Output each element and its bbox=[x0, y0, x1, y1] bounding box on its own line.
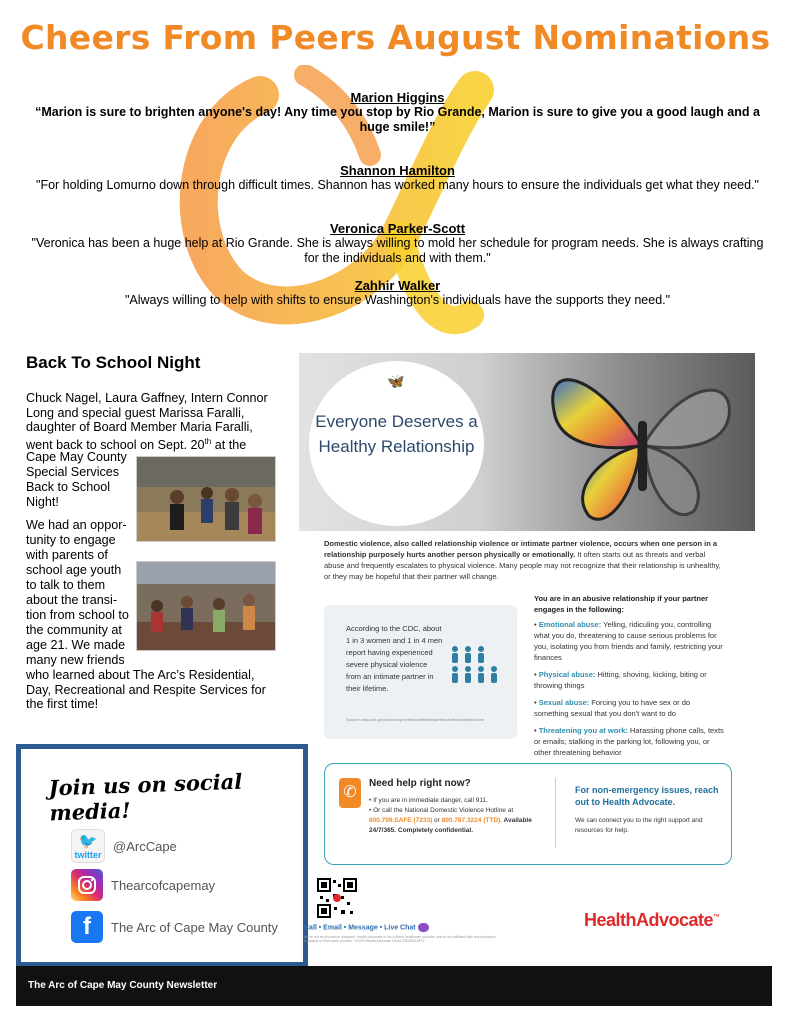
article-paragraph: Chuck Nagel, Laura Gaffney, Intern Connor Long and special guest Marissa Faralli, daughter of Board Member Maria Faralli, went back to school on Sept. 20th at the bbox=[26, 391, 268, 452]
event-photo-2 bbox=[136, 561, 276, 651]
social-item-instagram[interactable] bbox=[71, 869, 215, 901]
article-line: tion from school to bbox=[26, 608, 129, 622]
cdc-text: According to the CDC, about 1 in 3 women and 1 in 4 men report having experienced severe physical violence from an intimate partner in their lifetime. bbox=[346, 624, 443, 693]
social-label: @ArcCape bbox=[113, 838, 177, 854]
article-line: We had an oppor- bbox=[26, 518, 127, 532]
qr-code-icon bbox=[317, 878, 357, 918]
abuse-item: • Physical abuse: Hitting, shoving, kicking, biting or throwing things bbox=[534, 670, 707, 690]
instagram-icon bbox=[71, 869, 103, 901]
health-flyer bbox=[299, 353, 755, 953]
flyer-title: Everyone Deserves a Healthy Relationship bbox=[315, 412, 478, 456]
article-line: age 21. We made bbox=[26, 638, 126, 652]
abuse-list bbox=[534, 619, 724, 758]
article-line: many new friends bbox=[26, 653, 125, 667]
article-line: tunity to engage bbox=[26, 533, 116, 547]
abuse-item: • Sexual abuse: Forcing you to have sex or do something sexual that you don't want to do bbox=[534, 698, 691, 718]
facebook-icon: f bbox=[71, 911, 103, 943]
chat-icon bbox=[418, 923, 429, 932]
cdc-source: Source: www.cdc.gov/violenceprevention/intimatepartnerviolence/fastfact.html bbox=[346, 717, 484, 722]
flyer-intro: Domestic violence, also called relationship violence or intimate partner violence, occurs when one person in a relationship purposely hurts another person physically or emotionally. It often starts out as threats and verbal abuse and frequently escalates to physical violence. Many people may not recognize that their relationship is unhealthy, or they may be hopeful that their partner will change. bbox=[324, 539, 721, 581]
social-item-facebook[interactable] bbox=[71, 911, 278, 943]
twitter-icon: 🐦 twitter bbox=[71, 829, 105, 863]
article-line: Night! bbox=[26, 495, 59, 509]
cdc-stat-box bbox=[324, 605, 517, 739]
help-box bbox=[324, 763, 732, 865]
nomination-quote: "For holding Lomurno down through difficult times. Shannon has worked many hours to ensure the individuals get what they need." bbox=[36, 178, 759, 192]
nonemergency-text: We can connect you to the right support and resources for help. bbox=[575, 817, 703, 834]
nomination-4 bbox=[30, 278, 765, 308]
butterfly-icon bbox=[534, 361, 749, 526]
article-line: Special Services bbox=[26, 465, 120, 479]
social-item-twitter[interactable] bbox=[71, 829, 177, 863]
nomination-3 bbox=[30, 221, 765, 266]
fine-print: We're not an insurance company. Health Advocate is not a direct healthcare provider, and is not affiliated with any insurance company or third party provider. ©2023 Health Advocate HA-M-2303004-8FLY bbox=[304, 935, 496, 943]
social-label: The Arc of Cape May County bbox=[111, 919, 278, 935]
section-heading: Back To School Night bbox=[26, 353, 201, 372]
article-paragraph: who learned about The Arc’s Residential, Day, Recreational and Respite Services for the first time! bbox=[26, 668, 266, 712]
event-photo-1 bbox=[136, 456, 276, 542]
social-heading: Join us on social media! bbox=[48, 768, 243, 826]
people-icon bbox=[449, 645, 505, 685]
health-advocate-logo: HealthAdvocate™ bbox=[584, 910, 720, 930]
flyer-hero bbox=[299, 353, 755, 531]
article-line: Back to School bbox=[26, 480, 111, 494]
nomination-quote: “Marion is sure to brighten anyone's day! Any time you stop by Rio Grande, Marion is sure to give you a good laugh and a huge smile!” bbox=[35, 105, 760, 134]
butterfly-small-icon: 🦋 bbox=[387, 373, 405, 389]
article-line: the community at bbox=[26, 623, 122, 637]
nominee-name: Marion Higgins bbox=[350, 90, 445, 105]
nominee-name: Zahhir Walker bbox=[354, 278, 441, 293]
nonemergency-heading: For non-emergency issues, reach out to Health Advocate. bbox=[575, 785, 719, 807]
divider bbox=[555, 778, 556, 848]
social-media-box bbox=[16, 744, 308, 967]
nomination-quote: "Veronica has been a huge help at Rio Grande. She is always willing to mold her schedule for program needs. She is always crafting for the individuals and with them." bbox=[31, 236, 764, 265]
page-title: Cheers From Peers August Nominations bbox=[20, 18, 771, 57]
help-heading: Need help right now? bbox=[369, 778, 471, 789]
abuse-item: • Emotional abuse: Yelling, ridiculing you, controlling what you do, threatening to cause serious problems for you, isolating you from friends and family, restricting your finances bbox=[534, 620, 723, 662]
nomination-quote: "Always willing to help with shifts to ensure Washington's individuals have the supports they need." bbox=[124, 293, 671, 307]
article-line: to talk to them bbox=[26, 578, 106, 592]
nomination-2 bbox=[30, 163, 765, 193]
nominee-name: Veronica Parker-Scott bbox=[329, 221, 466, 236]
abuse-item: • Threatening you at work: Harassing phone calls, texts or emails; stalking in the parking lot, following you, or other threatening behavior bbox=[534, 726, 724, 757]
abuse-heading: You are in an abusive relationship if your partner engages in the following: bbox=[534, 594, 709, 614]
nomination-1 bbox=[30, 90, 765, 135]
nominee-name: Shannon Hamilton bbox=[340, 163, 455, 178]
article-line: about the transi- bbox=[26, 593, 118, 607]
newsletter-footer: The Arc of Cape May County Newsletter bbox=[16, 966, 772, 1006]
social-label: Thearcofcapemay bbox=[111, 877, 216, 893]
phone-icon: ✆ bbox=[339, 778, 361, 808]
article-line: with parents of bbox=[26, 548, 108, 562]
article-line: school age youth bbox=[26, 563, 122, 577]
help-text: • If you are in immediate danger, call 911. • Or call the National Domestic Violence Hotline at 800.799.SAFE (7233) or 800.787.3224 (TTD). Available 24/7/365. Completely confidential. bbox=[369, 797, 532, 834]
contact-line: Call • Email • Message • Live Chat bbox=[304, 923, 429, 932]
article-line: Cape May County bbox=[26, 450, 127, 464]
